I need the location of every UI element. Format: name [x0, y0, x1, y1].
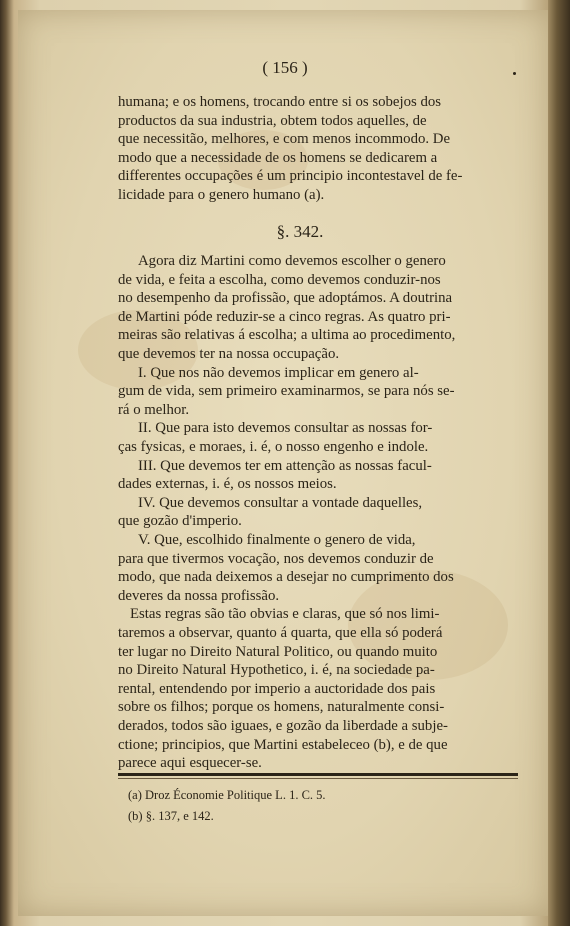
text-line: Agora diz Martini como devemos escolher o genero: [138, 253, 446, 269]
text-line: no desempenho da profissão, que adoptámos. A doutrina: [118, 290, 453, 307]
text-line: differentes occupações é um principio incontestavel de fe-: [118, 168, 463, 185]
text-line: no Direito Natural Hypothetico, i. é, na sociedade pa-: [118, 662, 435, 679]
text-line: taremos a observar, quanto á quarta, que ella só poderá: [118, 625, 443, 641]
text-line: licidade para o genero humano (a).: [118, 187, 325, 203]
text-line: meiras são relativas á escolha; a ultima ao procedimento,: [118, 327, 456, 344]
section-title: §. 342.: [276, 222, 324, 241]
text-line: ctione; principios, que Martini estabeleceo (b), e de que: [118, 736, 448, 753]
text-line: rá o melhor.: [118, 401, 190, 418]
text-line: Estas regras são tão obvias e claras, que só nos limi-: [130, 606, 440, 623]
text-line: sobre os filhos; porque os homens, naturalmente consi-: [118, 699, 445, 716]
text-line: que gozão d'imperio.: [118, 513, 242, 530]
text-line: de vida, e feita a escolha, como devemos conduzir-nos: [118, 271, 441, 288]
text-line: de Martini póde reduzir-se a cinco regras. As quatro pri-: [118, 308, 451, 325]
text-line: V. Que, escolhido finalmente o genero de vida,: [138, 532, 416, 548]
text-line: humana; e os homens, trocando entre si os sobejos dos: [118, 94, 442, 110]
footnote-rule: [118, 773, 518, 776]
text-line: modo, que nada deixemos a desejar no cumprimento dos: [118, 569, 454, 586]
text-line: rental, entendendo por imperio a auctoridade dos pais: [118, 680, 436, 697]
text-line: dades externas, i. é, os nossos meios.: [118, 476, 337, 493]
text-line: para que tivermos vocação, nos devemos conduzir de: [118, 550, 434, 567]
text-line: derados, todos são iguaes, e gozão da liberdade a subje-: [118, 718, 448, 734]
footnote: (a) Droz Économie Politique L. 1. C. 5.: [128, 788, 326, 802]
text-line: deveres da nossa profissão.: [118, 587, 280, 604]
text-line: ças fysicas, e moraes, i. é, o nosso engenho e indole.: [118, 439, 429, 455]
page-edge: [548, 0, 570, 926]
text-line: gum de vida, sem primeiro examinarmos, se para nós se-: [118, 383, 455, 400]
text-line: que necessitão, melhores, e com menos incommodo. De: [118, 131, 451, 148]
text-line: parece aqui esquecer-se.: [118, 755, 262, 772]
text-line: productos da sua industria, obtem todos aquelles, de: [118, 112, 427, 129]
text-line: modo que a necessidade de os homens se dedicarem a: [118, 149, 438, 166]
text-line: I. Que nos não devemos implicar em genero al-: [138, 364, 419, 381]
text-line: ter lugar no Direito Natural Politico, ou quando muito: [118, 643, 438, 660]
text-line: IV. Que devemos consultar a vontade daquelles,: [138, 494, 423, 511]
footnote: (b) §. 137, e 142.: [128, 809, 214, 823]
ink-speck: [513, 72, 516, 75]
text-line: que devemos ter na nossa occupação.: [118, 346, 340, 362]
text-line: III. Que devemos ter em attenção as nossas facul-: [138, 457, 432, 474]
page-number-header: ( 156 ): [262, 58, 308, 77]
footnote-rule-thin: [118, 778, 518, 779]
text-line: II. Que para isto devemos consultar as nossas for-: [138, 420, 433, 437]
